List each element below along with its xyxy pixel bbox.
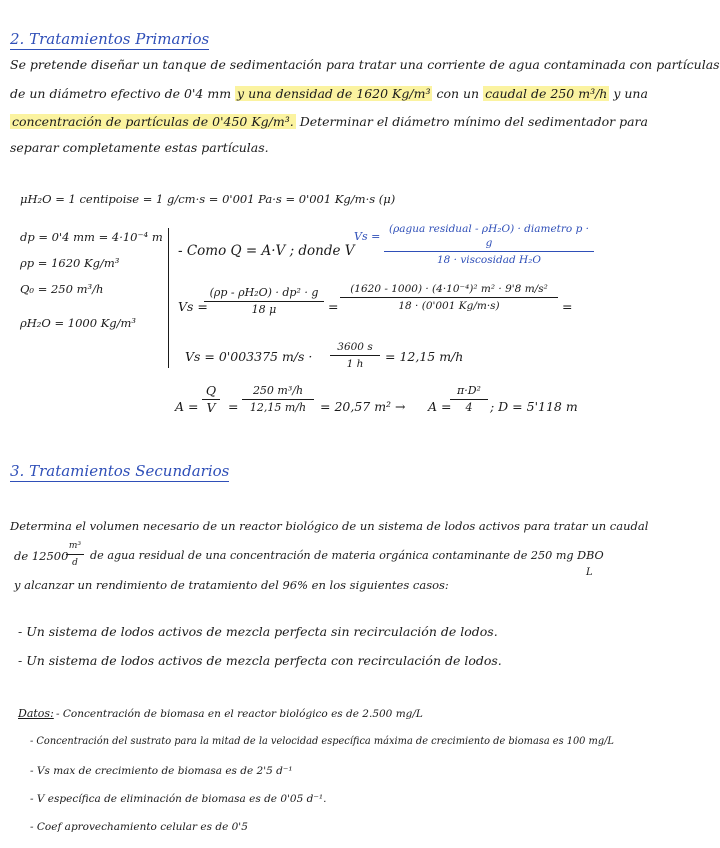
datos-item-3: - Vs max de crecimiento de biomasa es de 2'5 d⁻¹ xyxy=(30,765,293,777)
como-statement: - Como Q = A·V ; donde V xyxy=(178,243,355,259)
section-2-title: 2. Tratamientos Primarios xyxy=(10,30,210,48)
stokes-fraction xyxy=(204,286,324,317)
area-v: V xyxy=(206,400,216,415)
conversion-numerator: 3600 s xyxy=(330,340,380,356)
area-formula-numerator: π·D² xyxy=(450,384,488,400)
area-q-over-v xyxy=(202,384,220,415)
flow-highlight: caudal de 250 m³/h xyxy=(485,86,608,101)
problem-2-line-3 xyxy=(10,115,648,129)
diameter-value: de un diámetro efectivo de 0'4 mm xyxy=(10,86,232,101)
equals-sign-1: = xyxy=(328,299,339,314)
equals-sign-2: = xyxy=(562,299,573,314)
area-result: = 20,57 m² → xyxy=(320,399,406,414)
determine-text: Determinar el diámetro mínimo del sedimentador para xyxy=(299,114,648,129)
stokes-lhs: Vs = xyxy=(178,299,208,314)
area-formula-fraction xyxy=(450,384,488,415)
vs-value: Vs = 0'003375 m/s · xyxy=(185,349,313,364)
given-particle-density: ρp = 1620 Kg/m³ xyxy=(20,256,120,270)
problem-2-line-4: separar completamente estas partículas. xyxy=(10,140,269,155)
case-1: - Un sistema de lodos activos de mezcla perfecta sin recirculación de lodos. xyxy=(18,624,498,639)
area-formula-denominator: 4 xyxy=(465,401,473,414)
area-flow: 250 m³/h xyxy=(242,384,314,400)
vs-definition-fraction xyxy=(384,222,594,267)
density-highlight: y una densidad de 1620 Kg/m³ xyxy=(237,86,431,101)
datos-item-2: - Concentración del sustrato para la mitad de la velocidad específica máxima de crecimiento de biomasa es 100 mg/L xyxy=(30,736,614,747)
problem-3-line-2b: de agua residual de una concentración de materia orgánica contaminante de 250 mg DBO xyxy=(90,549,604,562)
problem-2-line-1: Se pretende diseñar un tanque de sedimentación para tratar una corriente de agua contaminada con partículas xyxy=(10,57,720,72)
given-flow: Q₀ = 250 m³/h xyxy=(20,282,104,296)
area-lhs: A = xyxy=(175,399,199,414)
area-velocity: 12,15 m/h xyxy=(249,401,307,414)
datos-item-4: - V específica de eliminación de biomasa es de 0'05 d⁻¹. xyxy=(30,793,327,805)
diameter-result: ; D = 5'118 m xyxy=(490,399,578,414)
problem-2-line-2 xyxy=(10,87,648,101)
area-values-fraction xyxy=(242,384,314,415)
stokes-numerator: (ρp - ρH₂O) · dp² · g xyxy=(204,286,324,302)
vs-result: = 12,15 m/h xyxy=(385,349,464,364)
given-particle-diameter: dp = 0'4 mm = 4·10⁻⁴ m xyxy=(20,230,163,244)
area-formula-lhs: A = xyxy=(428,399,452,414)
substitution-fraction xyxy=(340,282,558,313)
flow-unit-numerator: m³ xyxy=(66,539,84,555)
vs-def-label: Vs = xyxy=(354,230,381,243)
substitution-denominator: 18 · (0'001 Kg/m·s) xyxy=(398,300,500,312)
text-y-una: y una xyxy=(613,86,648,101)
problem-3-line-2a: de 12500 xyxy=(14,549,69,563)
vs-def-numerator: (ρagua residual - ρH₂O) · diametro p · g xyxy=(384,222,594,252)
section-3-title: 3. Tratamientos Secundarios xyxy=(10,462,230,480)
datos-label: Datos: xyxy=(18,707,54,720)
stokes-denominator: 18 μ xyxy=(251,303,277,316)
problem-3-line-3: y alcanzar un rendimiento de tratamiento del 96% en los siguientes casos: xyxy=(14,578,449,592)
substitution-numerator: (1620 - 1000) · (4·10⁻⁴)² m² · 9'8 m/s² xyxy=(340,282,558,298)
bod-unit-denominator: L xyxy=(586,567,593,578)
flow-unit-denominator: d xyxy=(72,558,78,568)
conversion-denominator: 1 h xyxy=(346,358,364,370)
vs-def-denominator: 18 · viscosidad H₂O xyxy=(436,254,541,266)
given-water-density: ρH₂O = 1000 Kg/m³ xyxy=(20,316,137,330)
equals-sign-3: = xyxy=(228,399,239,414)
datos-item-5: - Coef aprovechamiento celular es de 0'5 xyxy=(30,821,248,833)
text-con-un: con un xyxy=(436,86,480,101)
time-conversion-fraction xyxy=(330,340,380,371)
area-q: Q xyxy=(202,384,220,400)
flow-unit-fraction xyxy=(66,539,84,570)
concentration-highlight: concentración de partículas de 0'450 Kg/m³. xyxy=(12,114,294,129)
given-viscosity: μH₂O = 1 centipoise = 1 g/cm·s = 0'001 Pa·s = 0'001 Kg/m·s (μ) xyxy=(20,192,396,206)
work-divider xyxy=(168,228,169,368)
problem-3-line-1: Determina el volumen necesario de un reactor biológico de un sistema de lodos activos para tratar un caudal xyxy=(10,519,649,533)
case-2: - Un sistema de lodos activos de mezcla perfecta con recirculación de lodos. xyxy=(18,653,502,668)
datos-item-1: - Concentración de biomasa en el reactor biológico es de 2.500 mg/L xyxy=(56,708,423,720)
